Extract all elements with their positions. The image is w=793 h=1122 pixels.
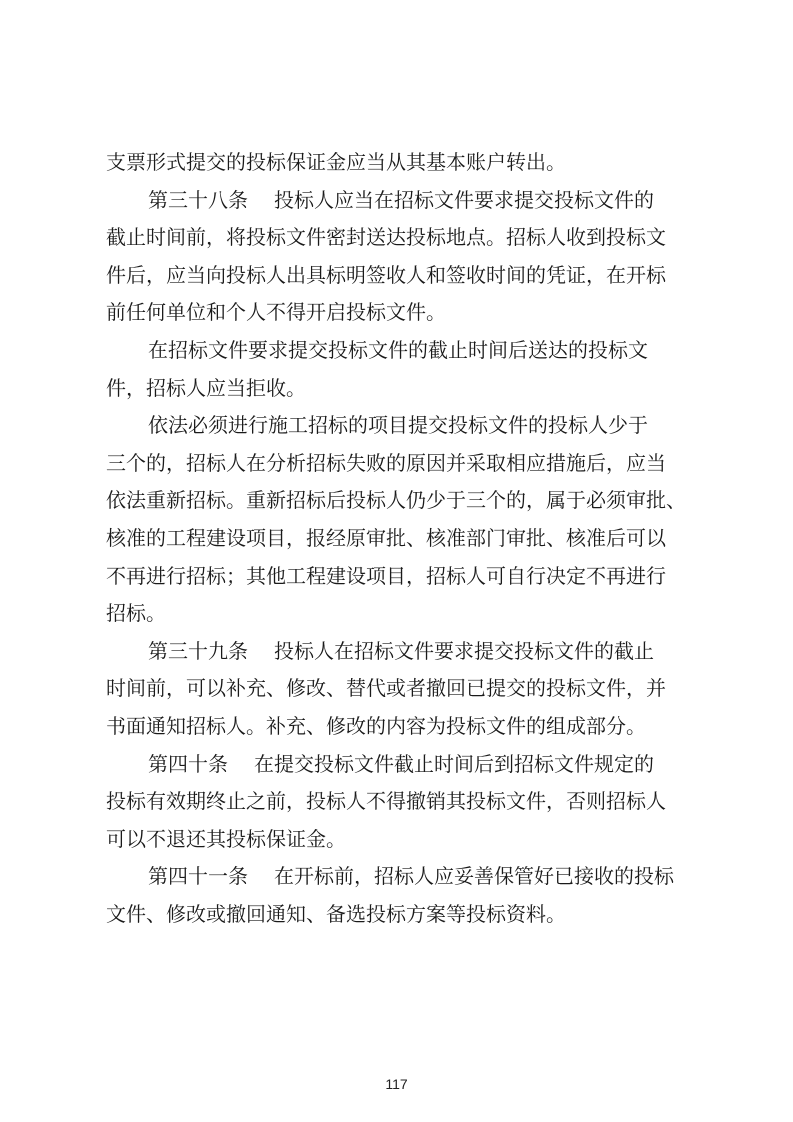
text-line — [106, 294, 701, 332]
text-line — [106, 144, 701, 182]
text-line — [106, 257, 701, 295]
article-39-heading-line — [106, 633, 701, 671]
line-text: 在招标文件要求提交投标文件的截止时间后送达的投标文 — [148, 337, 648, 362]
line-text: 可以不退还其投标保证金。 — [106, 826, 346, 851]
line-text: 书面通知招标人。补充、修改的内容为投标文件的组成部分。 — [106, 713, 646, 738]
line-text: 依法必须进行施工招标的项目提交投标文件的投标人少于 — [148, 413, 648, 438]
article-label: 第三十八条 — [148, 187, 248, 212]
line-text: 截止时间前，将投标文件密封送达投标地点。招标人收到投标文 — [106, 225, 666, 250]
line-text: 投标人应当在招标文件要求提交投标文件的 — [274, 187, 654, 212]
text-line — [106, 821, 701, 859]
article-40-heading-line — [106, 746, 701, 784]
text-line — [106, 558, 701, 596]
article-label: 第四十一条 — [148, 864, 248, 889]
line-text: 时间前，可以补充、修改、替代或者撤回已提交的投标文件，并 — [106, 676, 666, 701]
body-text — [106, 144, 701, 933]
article-38-heading-line — [106, 182, 701, 220]
text-line — [106, 219, 701, 257]
article-label: 第四十条 — [148, 751, 228, 776]
article-41-heading-line — [106, 858, 701, 896]
text-line — [106, 370, 701, 408]
line-text: 招标。 — [106, 601, 166, 626]
line-text: 投标人在招标文件要求提交投标文件的截止 — [274, 638, 654, 663]
line-text: 在开标前，招标人应妥善保管好已接收的投标 — [274, 864, 674, 889]
line-text: 不再进行招标；其他工程建设项目，招标人可自行决定不再进行 — [106, 563, 666, 588]
paragraph-first-line — [106, 407, 701, 445]
paragraph-first-line — [106, 332, 701, 370]
line-text: 投标有效期终止之前，投标人不得撤销其投标文件，否则招标人 — [106, 789, 666, 814]
line-text: 件后，应当向投标人出具标明签收人和签收时间的凭证，在开标 — [106, 262, 666, 287]
article-label: 第三十九条 — [148, 638, 248, 663]
text-line — [106, 896, 701, 934]
text-line — [106, 482, 701, 520]
text-line — [106, 708, 701, 746]
text-line — [106, 595, 701, 633]
line-text: 在提交投标文件截止时间后到招标文件规定的 — [254, 751, 654, 776]
line-text: 支票形式提交的投标保证金应当从其基本账户转出。 — [106, 150, 566, 174]
text-line — [106, 520, 701, 558]
text-line — [106, 445, 701, 483]
line-text: 三个的，招标人在分析招标失败的原因并采取相应措施后，应当 — [106, 450, 666, 475]
text-line — [106, 783, 701, 821]
line-text: 文件、修改或撤回通知、备选投标方案等投标资料。 — [106, 901, 566, 926]
line-text: 件，招标人应当拒收。 — [106, 375, 306, 400]
line-text: 核准的工程建设项目，报经原审批、核准部门审批、核准后可以 — [106, 525, 666, 550]
line-text: 前任何单位和个人不得开启投标文件。 — [106, 300, 446, 325]
text-line — [106, 670, 701, 708]
line-text: 依法重新招标。重新招标后投标人仍少于三个的，属于必须审批、 — [106, 488, 686, 513]
page-number: 117 — [385, 1076, 408, 1092]
